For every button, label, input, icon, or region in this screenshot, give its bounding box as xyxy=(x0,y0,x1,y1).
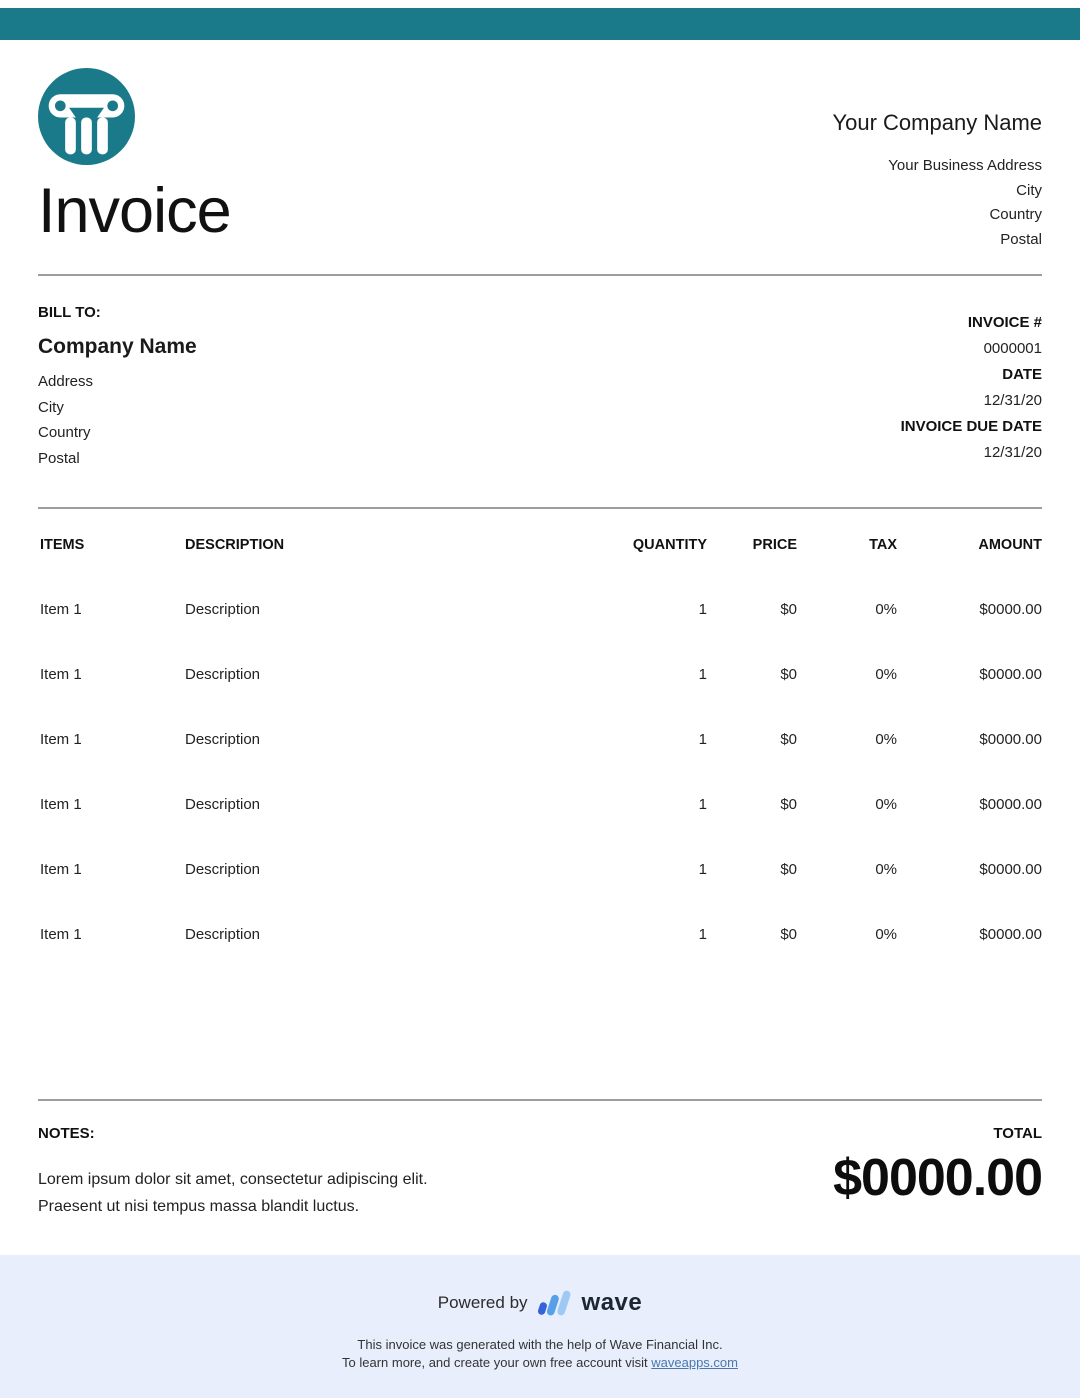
bill-to-label: BILL TO: xyxy=(38,304,101,321)
item-description-cell: Description xyxy=(185,796,261,813)
bill-to-address-line: Address xyxy=(38,373,94,390)
bill-to-address-line: City xyxy=(38,398,64,416)
accent-top-bar xyxy=(0,8,1080,40)
item-tax-cell: 0% xyxy=(875,926,897,943)
item-description-cell: Description xyxy=(185,601,261,618)
table-row xyxy=(38,837,1042,902)
item-quantity-cell: 1 xyxy=(698,926,707,943)
total-label: TOTAL xyxy=(993,1125,1042,1142)
table-row xyxy=(38,642,1042,707)
header-left xyxy=(38,68,231,252)
powered-by-row xyxy=(438,1288,643,1318)
column-header-amount: AMOUNT xyxy=(978,537,1042,553)
company-name: Your Company Name xyxy=(832,110,1042,135)
items-table-header xyxy=(38,509,1042,577)
company-address-line: City xyxy=(1016,181,1042,199)
item-name-cell: Item 1 xyxy=(40,666,82,683)
item-description-cell: Description xyxy=(185,666,261,683)
footer-learn-more-text xyxy=(0,1354,1080,1372)
table-row xyxy=(38,707,1042,772)
invoice-due-date-label: INVOICE DUE DATE xyxy=(900,418,1042,435)
item-price-cell: $0 xyxy=(780,861,797,878)
table-row xyxy=(38,577,1042,642)
summary-section xyxy=(38,1101,1042,1220)
item-name-cell: Item 1 xyxy=(40,861,82,878)
item-tax-cell: 0% xyxy=(875,731,897,748)
company-info-block xyxy=(832,68,1042,252)
billing-section xyxy=(38,276,1042,507)
item-name-cell: Item 1 xyxy=(40,601,82,618)
company-address-line: Postal xyxy=(1000,230,1042,248)
wave-wordmark: wave xyxy=(581,1289,643,1316)
footer-generated-text: This invoice was generated with the help of Wave Financial Inc. xyxy=(357,1337,723,1352)
column-header-quantity: QUANTITY xyxy=(632,537,707,553)
company-address-line: Your Business Address xyxy=(888,157,1042,174)
item-tax-cell: 0% xyxy=(875,666,897,683)
invoice-date-label: DATE xyxy=(1002,366,1042,383)
item-description-cell: Description xyxy=(185,861,261,878)
column-header-price: PRICE xyxy=(752,537,797,553)
table-row xyxy=(38,772,1042,837)
powered-by-text: Powered by xyxy=(437,1293,528,1312)
bill-to-company-name: Company Name xyxy=(38,335,197,358)
bill-to-address-line: Country xyxy=(38,424,91,441)
invoice-date-value: 12/31/20 xyxy=(983,392,1042,409)
table-row xyxy=(38,902,1042,967)
column-header-tax: TAX xyxy=(869,537,897,553)
item-tax-cell: 0% xyxy=(875,601,897,618)
company-address-line: Country xyxy=(989,206,1042,223)
item-description-cell: Description xyxy=(185,926,261,943)
item-quantity-cell: 1 xyxy=(698,731,707,748)
item-price-cell: $0 xyxy=(780,601,797,618)
column-header-description: DESCRIPTION xyxy=(185,537,285,553)
company-logo-pillar-icon xyxy=(38,68,135,165)
item-description-cell: Description xyxy=(185,731,261,748)
waveapps-link[interactable]: waveapps.com xyxy=(651,1355,738,1370)
footer xyxy=(0,1255,1080,1398)
invoice-header xyxy=(38,68,1042,252)
wave-logo-icon xyxy=(538,1288,572,1318)
invoice-number-value: 0000001 xyxy=(983,340,1042,357)
notes-block xyxy=(38,1125,428,1220)
invoice-due-date-value: 12/31/20 xyxy=(983,444,1042,461)
item-name-cell: Item 1 xyxy=(40,731,82,748)
notes-label: NOTES: xyxy=(38,1125,95,1142)
page-title: Invoice xyxy=(38,176,231,246)
bill-to-block xyxy=(38,304,197,471)
footer-learn-more-prefix: To learn more, and create your own free account visit xyxy=(342,1355,652,1370)
bill-to-address-line: Postal xyxy=(38,449,80,467)
item-price-cell: $0 xyxy=(780,731,797,748)
notes-line: Praesent ut nisi tempus massa blandit luctus. xyxy=(38,1198,360,1215)
item-tax-cell: 0% xyxy=(875,796,897,813)
item-price-cell: $0 xyxy=(780,796,797,813)
item-name-cell: Item 1 xyxy=(40,926,82,943)
item-quantity-cell: 1 xyxy=(698,666,707,683)
invoice-number-label: INVOICE # xyxy=(967,314,1042,331)
invoice-meta-block xyxy=(901,304,1042,471)
item-amount-cell: $0000.00 xyxy=(979,926,1042,943)
items-table xyxy=(38,509,1042,967)
item-price-cell: $0 xyxy=(780,926,797,943)
item-quantity-cell: 1 xyxy=(698,861,707,878)
item-price-cell: $0 xyxy=(780,666,797,683)
column-header-items: ITEMS xyxy=(40,537,85,553)
item-quantity-cell: 1 xyxy=(698,601,707,618)
item-amount-cell: $0000.00 xyxy=(979,861,1042,878)
item-amount-cell: $0000.00 xyxy=(979,601,1042,618)
item-quantity-cell: 1 xyxy=(698,796,707,813)
notes-line: Lorem ipsum dolor sit amet, consectetur adipiscing elit. xyxy=(38,1171,428,1188)
item-amount-cell: $0000.00 xyxy=(979,666,1042,683)
notes-text xyxy=(38,1166,428,1220)
total-value: $0000.00 xyxy=(833,1149,1042,1207)
total-block xyxy=(833,1125,1042,1220)
item-tax-cell: 0% xyxy=(875,861,897,878)
item-amount-cell: $0000.00 xyxy=(979,796,1042,813)
item-amount-cell: $0000.00 xyxy=(979,731,1042,748)
item-name-cell: Item 1 xyxy=(40,796,82,813)
